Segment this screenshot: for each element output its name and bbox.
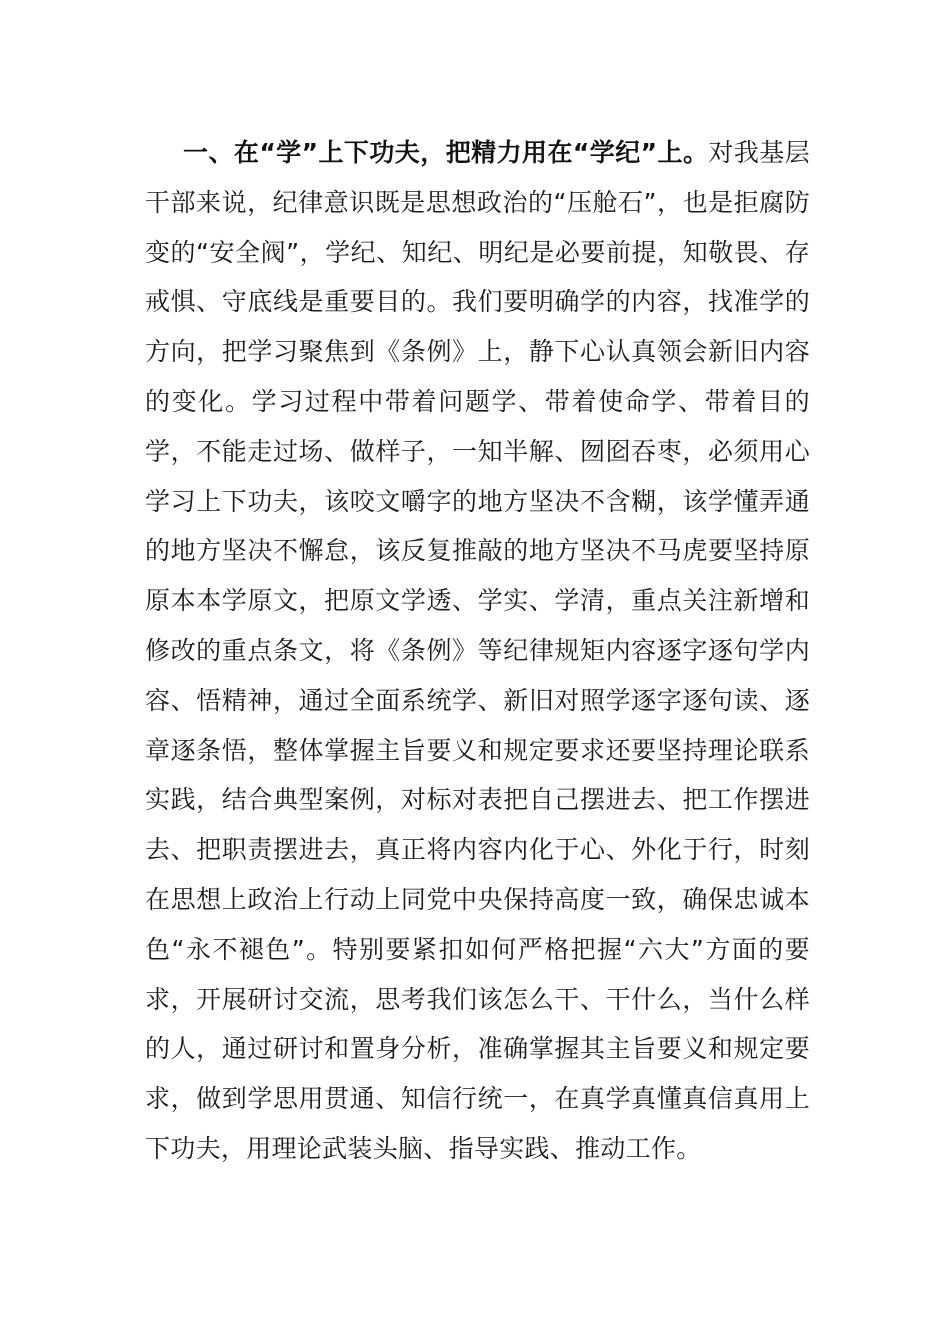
paragraph-text: 对我基层干部来说，纪律意识既是思想政治的“压舱石”，也是拒腐防变的“安全阀”，学纪、知纪、明纪是必要前提，知敬畏、存戒惧、守底线是重要目的。我们要明确学的内容，找准学的方向，把学习聚焦到《条例》上，静下心认真领会新旧内容的变化。学习过程中带着问题学、带着使命学、带着目的学，不能走过场、做样子，一知半解、囫囵吞枣，必须用心学习上下功夫，该咬文嚼字的地方坚决不含糊，该学懂弄通的地方坚决不懈怠，该反复推敲的地方坚决不马虎要坚持原原本本学原文，把原文学透、学实、学清，重点关注新增和修改的重点条文，将《条例》等纪律规矩内容逐字逐句学内容、悟精神，通过全面系统学、新旧对照学逐字逐句读、逐章逐条悟，整体掌握主旨要义和规定要求还要坚持理论联系实践，结合典型案例，对标对表把自己摆进去、把工作摆进去、把职责摆进去，真正将内容内化于心、外化于行，时刻在思想上政治上行动上同党中央保持高度一致，确保忠诚本色“永不褪色”。特别要紧扣如何严格把握“六大”方面的要求，开展研讨交流，思考我们该怎么干、干什么，当什么样的人，通过研讨和置身分析，准确掌握其主旨要义和规定要求，做到学思用贯通、知信行统一，在真学真懂真信真用上下功夫，用理论武装头脑、指导实践、推动工作。 xyxy=(145,138,811,1163)
section-heading: 一、在“学”上下功夫，把精力用在“学纪”上。 xyxy=(183,138,709,167)
body-paragraph xyxy=(145,128,810,1174)
